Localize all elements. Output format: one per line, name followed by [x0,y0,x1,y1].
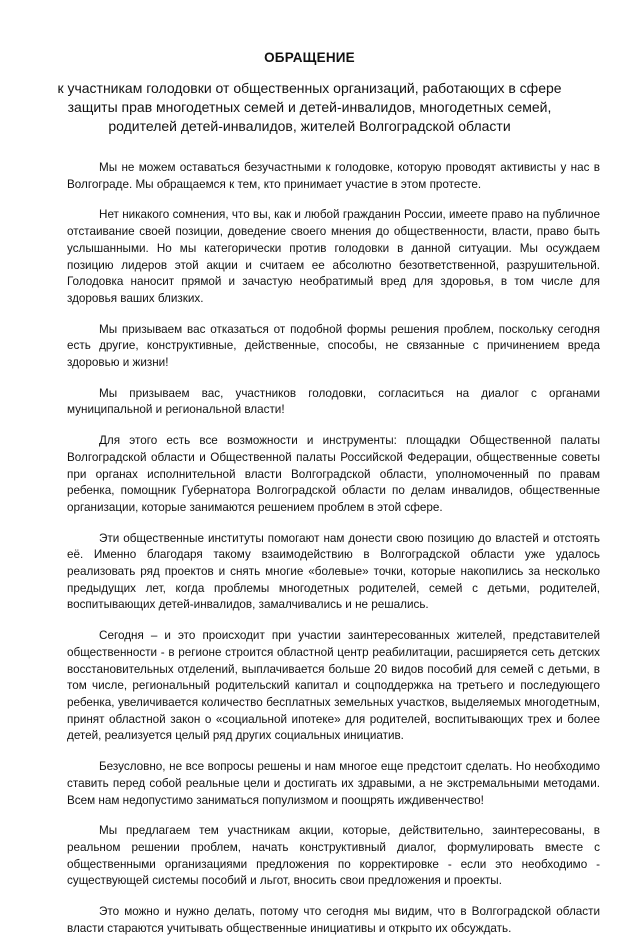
paragraph: Для этого есть все возможности и инструменты: площадки Общественной палаты Волгоградской области и Общественной палаты Российской Федерации, общественные советы при органах исполнительной власти Волгоградской области, уполномоченный по правам ребенка, помощник Губернатора Волгоградской области по делам инвалидов, общественные организации, которые занимаются решением проблем в этой сфере. [67,434,600,514]
document-body [67,160,600,937]
paragraph: Сегодня – и это происходит при участии заинтересованных жителей, представителей общественности - в регионе строится областной центр реабилитации, расширяется сеть детских восстановительных отделений, выплачивается больше 20 видов пособий для семей с детьми, в том числе, региональный родительский капитал и соцподдержка на третьего и последующего ребенка, увеличивается количество бесплатных земельных участков, выделяемых многодетным, принят областной закон о «социальной ипотеке» для родителей, воспитывающих трех и более детей, реализуется целый ряд других социальных инициатив. [67,629,600,743]
document-subtitle: к участникам голодовки от общественных организаций, работающих в сфере защиты прав многодетных семей и детей-инвалидов, многодетных семей, родителей детей-инвалидов, жителей Волгоградской области [57,80,562,134]
paragraph: Безусловно, не все вопросы решены и нам многое еще предстоит сделать. Но необходимо ставить перед собой реальные цели и достигать их здравыми, а не экстремальными методами. Всем нам недопустимо заниматься популизмом и поощрять иждивенчество! [67,760,600,807]
paragraph: Нет никакого сомнения, что вы, как и любой гражданин России, имеете право на публичное отстаивание своей позиции, доведение своего мнения до общественности, власти, право быть услышанными. Но мы категорически против голодовки в данной ситуации. Мы осуждаем позицию лидеров этой акции и считаем ее абсолютно безответственной, разрушительной. Голодовка наносит прямой и зачастую необратимый вред для здоровья, в том числе для здоровья ваших близких. [67,208,600,305]
paragraph: Мы предлагаем тем участникам акции, которые, действительно, заинтересованы, в реальном решении проблем, начать конструктивный диалог, формулировать вместе с общественными организациями предложения по корректировке - если это необходимо - существующей системы пособий и льгот, вносить свои предложения и проекты. [67,824,600,888]
paragraph: Мы не можем оставаться безучастными к голодовке, которую проводят активисты у нас в Волгограде. Мы обращаемся к тем, кто принимает участие в этом протесте. [67,161,600,191]
paragraph: Мы призываем вас, участников голодовки, согласиться на диалог с органами муниципальной и региональной власти! [67,386,600,417]
document-title: ОБРАЩЕНИЕ [264,50,355,65]
paragraph: Мы призываем вас отказаться от подобной формы решения проблем, поскольку сегодня есть другие, конструктивные, действенные, способы, не связанные с причинением вреда здоровью и жизни! [67,322,600,370]
paragraph: Эти общественные институты помогают нам донести свою позицию до властей и отстоять её. Именно благодаря такому взаимодействию в Волгоградской области уже удалось реализовать ряд проектов и снять многие «болевые» точки, которые накопились за несколько предыдущих лет, когда проблемы многодетных родителей, семей с детьми, родителей, воспитывающих детей-инвалидов, замалчивались и не решались. [67,531,600,612]
paragraph: Это можно и нужно делать, потому что сегодня мы видим, что в Волгоградской области власти стараются учитывать общественные инициативы и открыто их обсуждать. [67,905,600,935]
